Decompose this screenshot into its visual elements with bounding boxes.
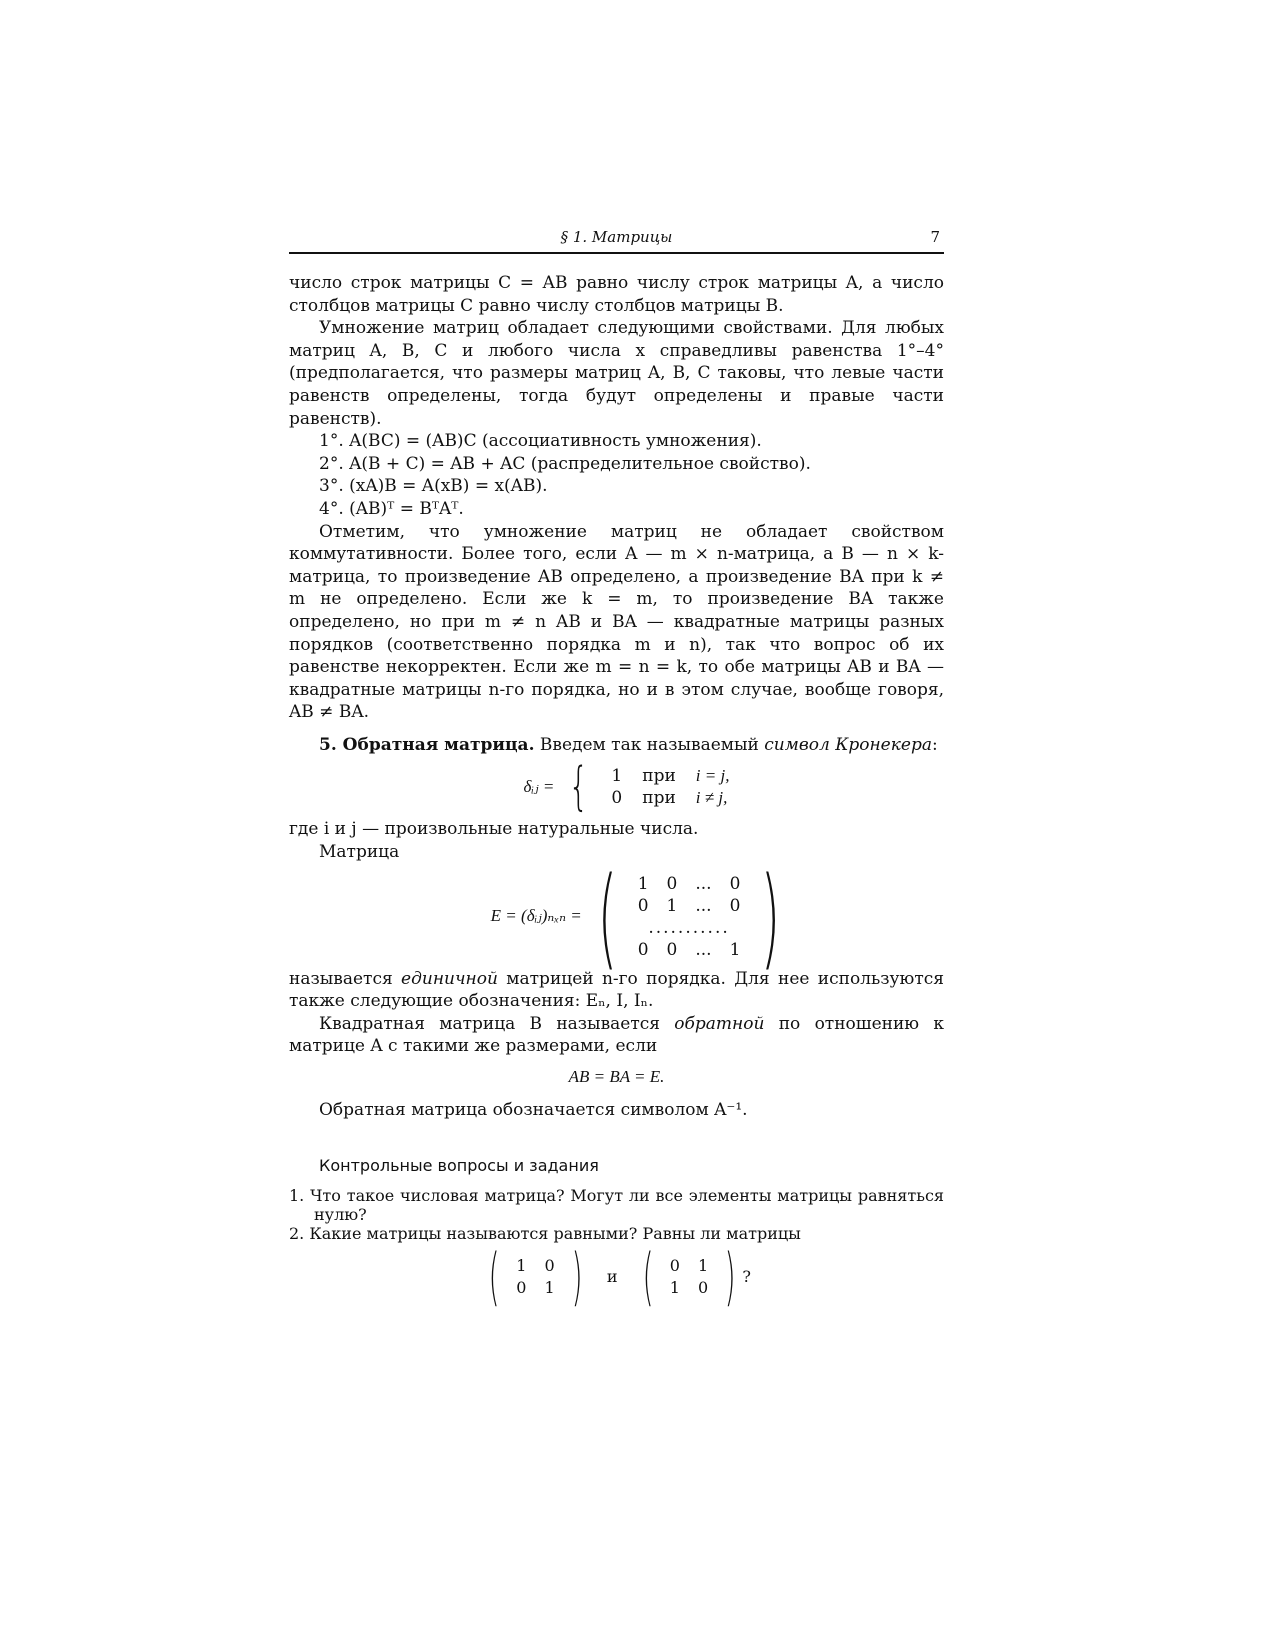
unit-term: единичной [401, 968, 498, 989]
questions-title: Контрольные вопросы и задания [319, 1156, 599, 1176]
matrix-cell: 1 [729, 939, 741, 960]
matrix-cell: ... [695, 873, 712, 894]
kronecker-formula [319, 757, 944, 818]
matrix-cell: 0 [637, 895, 649, 916]
matrix-dots: ........... [648, 917, 730, 938]
question-2-matrices [289, 1239, 944, 1313]
matrix-left [506, 1254, 564, 1300]
section-5-intro [289, 734, 944, 757]
matrix-row [629, 939, 750, 961]
kronecker-cases [601, 765, 739, 809]
matrix-cell: 0 [516, 1277, 527, 1297]
left-brace: { [568, 757, 589, 818]
matrix-cell: 1 [637, 873, 649, 894]
page-number: 7 [930, 228, 940, 246]
matrix-row [508, 1256, 562, 1276]
matrix-row [629, 895, 750, 917]
right-paren: ) [724, 1239, 736, 1313]
paragraph-rows-columns: число строк матрицы C = AB равно числу строк матрицы A, а число столбцов матрицы C равно числу столбцов матрицы B. [289, 273, 944, 316]
text-body [289, 272, 945, 1313]
matrix-cell: 1 [516, 1255, 527, 1275]
kronecker-term: символ Кронекера [764, 734, 932, 755]
property-1: 1°. A(BC) = (AB)C (ассоциативность умножения). [319, 431, 762, 452]
paragraph-inverse-def [289, 1013, 944, 1058]
right-paren: ) [761, 852, 781, 981]
case-row [601, 765, 739, 787]
case-value: 1 [611, 766, 623, 787]
matrix-cell: 1 [544, 1277, 555, 1297]
unit-post: матрицей n-го порядка. Для нее используются также следующие обозначения: Eₙ, I, Iₙ. [289, 968, 944, 1012]
running-header [289, 228, 944, 254]
inverse-post: по отношению к матрице A с такими же размерами, если [289, 1013, 945, 1057]
matrix-cell: ... [695, 939, 712, 960]
matrix-row [662, 1256, 716, 1276]
matrix-cell: 0 [544, 1255, 555, 1275]
matrix-cell: 0 [729, 873, 741, 894]
matrix-cell: 0 [666, 873, 678, 894]
matrix-dots-row [629, 917, 750, 939]
case-value: 0 [611, 788, 623, 809]
case-condition: i ≠ j, [695, 788, 728, 808]
case-row [601, 787, 739, 809]
matrix-cell: 0 [637, 939, 649, 960]
question-1: 1. Что такое числовая матрица? Могут ли все элементы матрицы равняться нулю? [289, 1185, 944, 1224]
matrix-row [662, 1278, 716, 1298]
section-5-intro-post: : [931, 734, 938, 755]
left-paren: ( [642, 1239, 654, 1313]
matrix-cell: 0 [697, 1277, 709, 1297]
property-4: 4°. (AB)ᵀ = BᵀAᵀ. [319, 498, 464, 519]
paragraph-properties-intro: Умножение матриц обладает следующими свойствами. Для любых матриц A, B, C и любого числа x справедливы равенства 1°–4° (предполагается, что размеры матриц A, B, C таковы, что левые части равенств определены, тогда будут определены и правые части равенств). [289, 318, 944, 429]
matrix-cell: 1 [666, 895, 678, 916]
matrix-cell: ... [695, 895, 712, 916]
inverse-equation: AB = BA = E. [568, 1067, 665, 1087]
left-paren: ( [488, 1239, 500, 1313]
inverse-pre: Квадратная матрица B называется [319, 1013, 675, 1034]
matrix-right [660, 1254, 718, 1300]
identity-matrix [629, 873, 750, 961]
case-word: при [642, 766, 676, 787]
matrix-cell: 1 [697, 1255, 709, 1275]
property-2: 2°. A(B + C) = AB + AC (распределительное свойство). [319, 453, 811, 474]
case-word: при [642, 788, 676, 809]
paragraph-where: где i и j — произвольные натуральные числа. [289, 819, 699, 840]
section-5-heading: 5. Обратная матрица. [319, 734, 535, 755]
matrix-cell: 0 [729, 895, 741, 916]
kronecker-lhs: δᵢⱼ = [523, 777, 555, 797]
property-3: 3°. (xA)B = A(xB) = x(AB). [319, 476, 548, 497]
matrix-cell: 1 [669, 1277, 680, 1297]
matrix-cell: 0 [666, 939, 678, 960]
identity-lhs: E = (δᵢⱼ)ₙₓₙ = [490, 906, 582, 926]
right-paren: ) [571, 1239, 583, 1313]
matrix-label: Матрица [319, 842, 400, 863]
question-2: 2. Какие матрицы называются равными? Равны ли матрицы [289, 1223, 801, 1243]
left-paren: ( [597, 852, 617, 981]
unit-pre: называется [289, 968, 402, 989]
matrix-row [508, 1278, 562, 1298]
case-condition: i = j, [695, 766, 730, 786]
question-mark: ? [742, 1266, 751, 1286]
paragraph-commutativity: Отметим, что умножение матриц не обладает свойством коммутативности. Более того, если A — m × n-матрица, а B — n × k-матрица, то произведение AB определено, а произведение BA при k ≠ m не определено. Если же k = m, то произведение BA также определено, но при m ≠ n AB и BA — квадратные матрицы разных порядков (соответственно порядка m и n), так что вопрос об их равенстве некорректен. Если же m = n = k, то обе матрицы AB и BA — квадратные матрицы n-го порядка, но и в этом случае, вообще говоря, AB ≠ BA. [289, 521, 944, 723]
header-title: § 1. Матрицы [560, 228, 673, 246]
conjunction: и [606, 1266, 618, 1286]
inverse-term: обратной [674, 1013, 765, 1034]
matrix-cell: 0 [669, 1255, 680, 1275]
section-5-intro-pre: Введем так называемый [534, 734, 765, 755]
paragraph-inverse-notation: Обратная матрица обозначается символом A⁻¹. [319, 1099, 748, 1120]
matrix-row [629, 873, 750, 895]
